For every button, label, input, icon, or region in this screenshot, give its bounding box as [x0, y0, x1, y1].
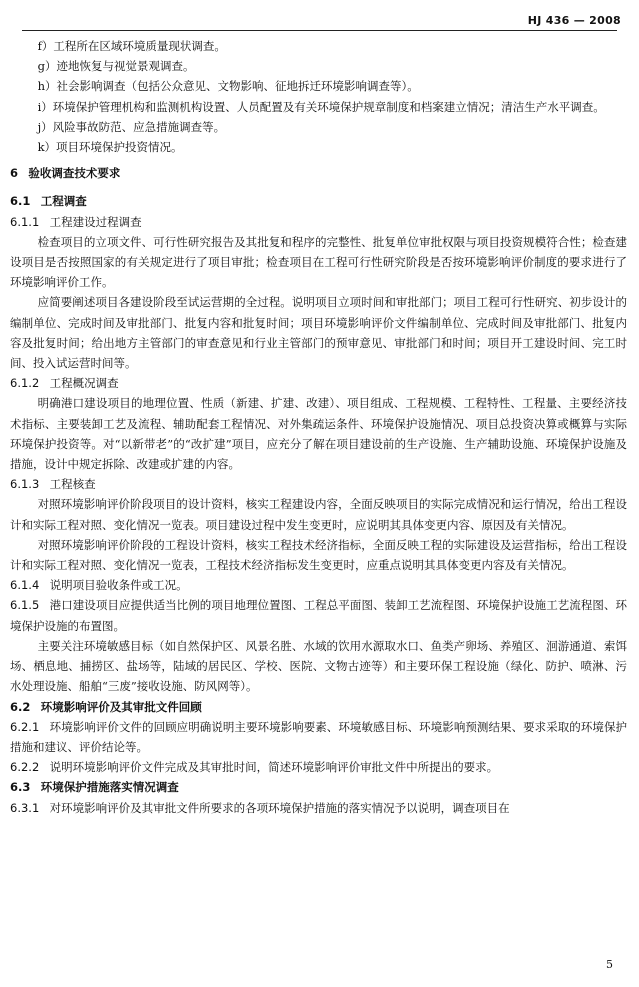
section-number: 6.1.5 — [10, 598, 40, 613]
section-title: 工程概况调查 — [49, 376, 119, 391]
paragraph: 对照环境影响评价阶段项目的设计资料，核实工程建设内容，全面反映项目的实际完成情况和运行情况，给出工程设计和实际工程对照、变化情况一览表。项目建设过程中发生变更时，应说明其具体变更内容、原因及有关情况。 — [10, 497, 627, 532]
paragraph: 对照环境影响评价阶段的工程设计资料，核实工程技术经济指标，全面反映工程的实际建设及运营指标，给出工程设计和实际工程对照、变化情况一览表，工程技术经济指标发生变更时，应重点说明其具体变更内容及有关情况。 — [10, 537, 627, 573]
standard-code-header: HJ 436 — 2008 — [527, 14, 621, 27]
section-number: 6.3.1 — [10, 800, 40, 815]
list-item: g）迹地恢复与视觉景观调查。 — [37, 59, 195, 74]
section-number: 6.3 — [10, 780, 31, 795]
list-item: h）社会影响调查（包括公众意见、文物影响、征地拆迁环境影响调查等）。 — [37, 79, 419, 94]
section-title: 环境影响评价及其审批文件回顾 — [40, 699, 202, 714]
list-item: j）风险事故防范、应急措施调查等。 — [37, 119, 226, 134]
section-heading-6-3 — [10, 777, 627, 797]
section-number: 6.2.2 — [10, 760, 40, 775]
section-text: 港口建设项目应提供适当比例的项目地理位置图、工程总平面图、装卸工艺流程图、环境保护设施工艺流程图、环境保护设施的布置图。 — [10, 598, 627, 633]
section-heading-6-1 — [10, 191, 627, 211]
paragraph: 检查项目的立项文件、可行性研究报告及其批复和程序的完整性、批复单位审批权限与项目投资规模符合性；检查建设项目是否按照国家的有关规定进行了项目审批；检查项目在工程可行性研究阶段是否按环境影响评价制度的要求进行了环境影响评价工作。 — [10, 234, 627, 290]
subsection-6-2-2 — [10, 757, 627, 777]
list-item: i）环境保护管理机构和监测机构设置、人员配置及有关环境保护规章制度和档案建立情况；清洁生产水平调查。 — [37, 99, 605, 114]
page-number: 5 — [606, 958, 613, 971]
section-text: 说明项目验收条件或工况。 — [49, 578, 188, 593]
subsection-6-2-1 — [10, 717, 627, 757]
paragraph: 明确港口建设项目的地理位置、性质（新建、扩建、改建）、项目组成、工程规模、工程特性、工程量、主要经济技术指标、主要装卸工艺及流程、辅助配套工程情况、对外集疏运条件、环境保护设施情况、项目总投资决算或概算与实际环境保护投资等。对“以新带老”的“改扩建”项目，应充分了解在项目建设前的生产设施、生产辅助设施、环境保护设施及措施，设计中规定拆除、改建或扩建的内容。 — [10, 396, 627, 472]
section-text: 对环境影响评价及其审批文件所要求的各项环境保护措施的落实情况予以说明，调查项目在 — [49, 800, 510, 815]
paragraph: 应简要阐述项目各建设阶段至试运营期的全过程。说明项目立项时间和审批部门；项目工程可行性研究、初步设计的编制单位、完成时间及审批部门、批复内容和批复时间；项目环境影响评价文件编制单位、完成时间及审批部门、批复内容及批复时间；给出地方主管部门的审查意见和行业主管部门的预审意见、审批部门和时间；项目开工建设时间、完工时间、投入试运营时间等。 — [10, 295, 627, 371]
section-text: 说明环境影响评价文件完成及其审批时间，简述环境影响评价审批文件中所提出的要求。 — [49, 760, 499, 775]
section-text: 环境影响评价文件的回顾应明确说明主要环境影响要素、环境敏感目标、环境影响预测结果、要求采取的环境保护措施和建议、评价结论等。 — [10, 719, 627, 754]
section-title: 环境保护措施落实情况调查 — [40, 780, 179, 795]
document-body — [10, 36, 627, 818]
section-title: 验收调查技术要求 — [28, 166, 121, 181]
section-number: 6.2.1 — [10, 719, 40, 734]
section-title: 工程建设过程调查 — [49, 214, 142, 229]
section-number: 6.1.2 — [10, 376, 40, 391]
subsection-6-3-1 — [10, 798, 627, 818]
section-number: 6 — [10, 166, 19, 181]
paragraph: 主要关注环境敏感目标（如自然保护区、风景名胜、水域的饮用水源取水口、鱼类产卵场、养殖区、洄游通道、索饵场、栖息地、捕捞区、盐场等，陆域的居民区、学校、医院、文物古迹等）和主要环保工程设施（绿化、防护、喷淋、污水处理设施、船舶“三废”接收设施、防风网等）。 — [10, 638, 627, 694]
section-number: 6.1.1 — [10, 214, 40, 229]
section-number: 6.1.4 — [10, 578, 40, 593]
section-heading-6 — [10, 163, 627, 183]
section-title: 工程调查 — [40, 194, 87, 209]
section-number: 6.1 — [10, 194, 31, 209]
section-title: 工程核查 — [49, 477, 96, 492]
subsection-6-1-5 — [10, 595, 627, 635]
subsection-heading-6-1-2 — [10, 373, 627, 393]
list-item: f）工程所在区域环境质量现状调查。 — [37, 39, 226, 53]
header-rule — [22, 30, 617, 31]
section-heading-6-2 — [10, 697, 627, 717]
subsection-heading-6-1-3 — [10, 474, 627, 494]
section-number: 6.2 — [10, 699, 31, 714]
subsection-6-1-4 — [10, 575, 627, 595]
subsection-heading-6-1-1 — [10, 212, 627, 232]
list-item: k）项目环境保护投资情况。 — [37, 140, 183, 155]
section-number: 6.1.3 — [10, 477, 40, 492]
